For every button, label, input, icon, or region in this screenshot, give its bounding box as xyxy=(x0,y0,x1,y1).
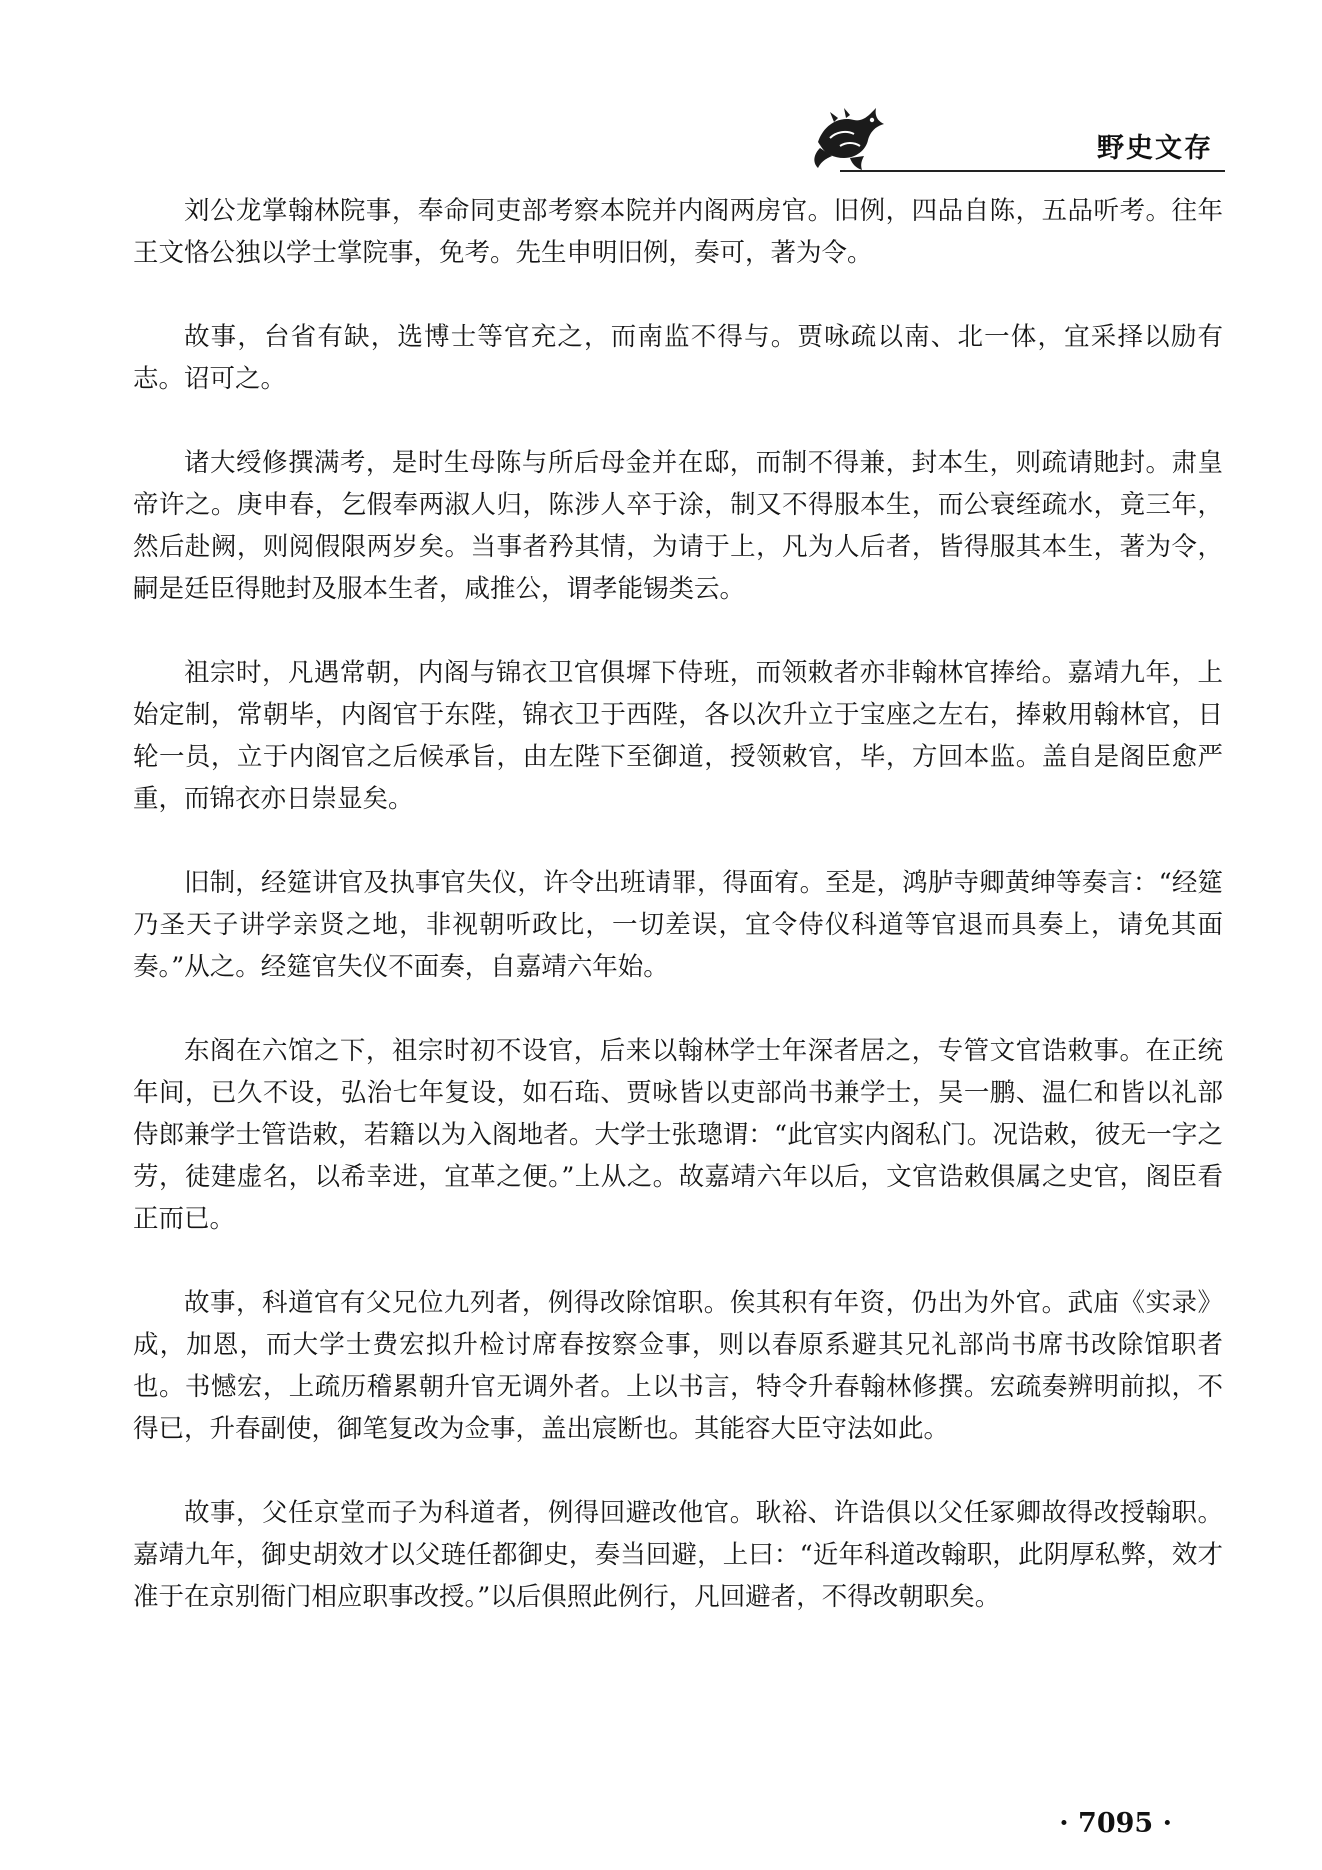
paragraph: 故事，台省有缺，选博士等官充之，而南监不得与。贾咏疏以南、北一体，宜采择以励有志。诏可之。 xyxy=(133,322,1223,394)
paragraph: 故事，科道官有父兄位九列者，例得改除馆职。俟其积有年资，仍出为外官。武庙《实录》成，加恩，而大学士费宏拟升检讨席春按察佥事，则以春原系避其兄礼部尚书席书改除馆职者也。书憾宏，上疏历稽累朝升官无调外者。上以书言，特令升春翰林修撰。宏疏奏辨明前拟，不得已，升春副使，御笔复改为佥事，盖出宸断也。其能容大臣守法如此。 xyxy=(133,1288,1223,1444)
paragraph: 东阁在六馆之下，祖宗时初不设官，后来以翰林学士年深者居之，专管文官诰敕事。在正统年间，已久不设，弘治七年复设，如石珤、贾咏皆以吏部尚书兼学士，吴一鹏、温仁和皆以礼部侍郎兼学士管诰敕，若籍以为入阁地者。大学士张璁谓：“此官实内阁私门。况诰敕，彼无一字之劳，徒建虚名，以希幸进，宜革之便。”上从之。故嘉靖六年以后，文官诰敕俱属之史官，阁臣看正而已。 xyxy=(133,1036,1223,1234)
running-title: 野史文存 xyxy=(1097,133,1213,164)
page-number: · 7095 · xyxy=(1059,1808,1172,1839)
running-header xyxy=(800,98,1225,178)
body-text xyxy=(133,190,1223,1660)
header-divider xyxy=(840,170,1225,172)
paragraph: 诸大绶修撰满考，是时生母陈与所后母金并在邸，而制不得兼，封本生，则疏请貤封。肃皇帝许之。庚申春，乞假奉两淑人归，陈涉人卒于涂，制又不得服本生，而公衰绖疏水，竟三年，然后赴阙，则阅假限两岁矣。当事者矜其情，为请于上，凡为人后者，皆得服其本生，著为令，嗣是廷臣得貤封及服本生者，咸推公，谓孝能锡类云。 xyxy=(133,448,1223,604)
paragraph: 祖宗时，凡遇常朝，内阁与锦衣卫官俱墀下侍班，而领敕者亦非翰林官捧给。嘉靖九年，上始定制，常朝毕，内阁官于东陛，锦衣卫于西陛，各以次升立于宝座之左右，捧敕用翰林官，日轮一员，立于内阁官之后候承旨，由左陛下至御道，授领敕官，毕，方回本监。盖自是阁臣愈严重，而锦衣亦日崇显矣。 xyxy=(133,658,1223,814)
paragraph: 刘公龙掌翰林院事，奉命同吏部考察本院并内阁两房官。旧例，四品自陈，五品听考。往年王文恪公独以学士掌院事，免考。先生申明旧例，奏可，著为令。 xyxy=(133,196,1223,268)
paragraph: 旧制，经筵讲官及执事官失仪，许令出班请罪，得面宥。至是，鸿胪寺卿黄绅等奏言：“经筵乃圣天子讲学亲贤之地，非视朝听政比，一切差误，宜令侍仪科道等官退而具奏上，请免其面奏。”从之。经筵官失仪不面奏，自嘉靖六年始。 xyxy=(133,868,1223,982)
paragraph: 故事，父任京堂而子为科道者，例得回避改他官。耿裕、许诰俱以父任冢卿故得改授翰职。嘉靖九年，御史胡效才以父琏任都御史，奏当回避，上曰：“近年科道改翰职，此阴厚私弊，效才准于在京别衙门相应职事改授。”以后俱照此例行，凡回避者，不得改朝职矣。 xyxy=(133,1498,1223,1612)
dragon-emblem-icon xyxy=(810,102,888,172)
